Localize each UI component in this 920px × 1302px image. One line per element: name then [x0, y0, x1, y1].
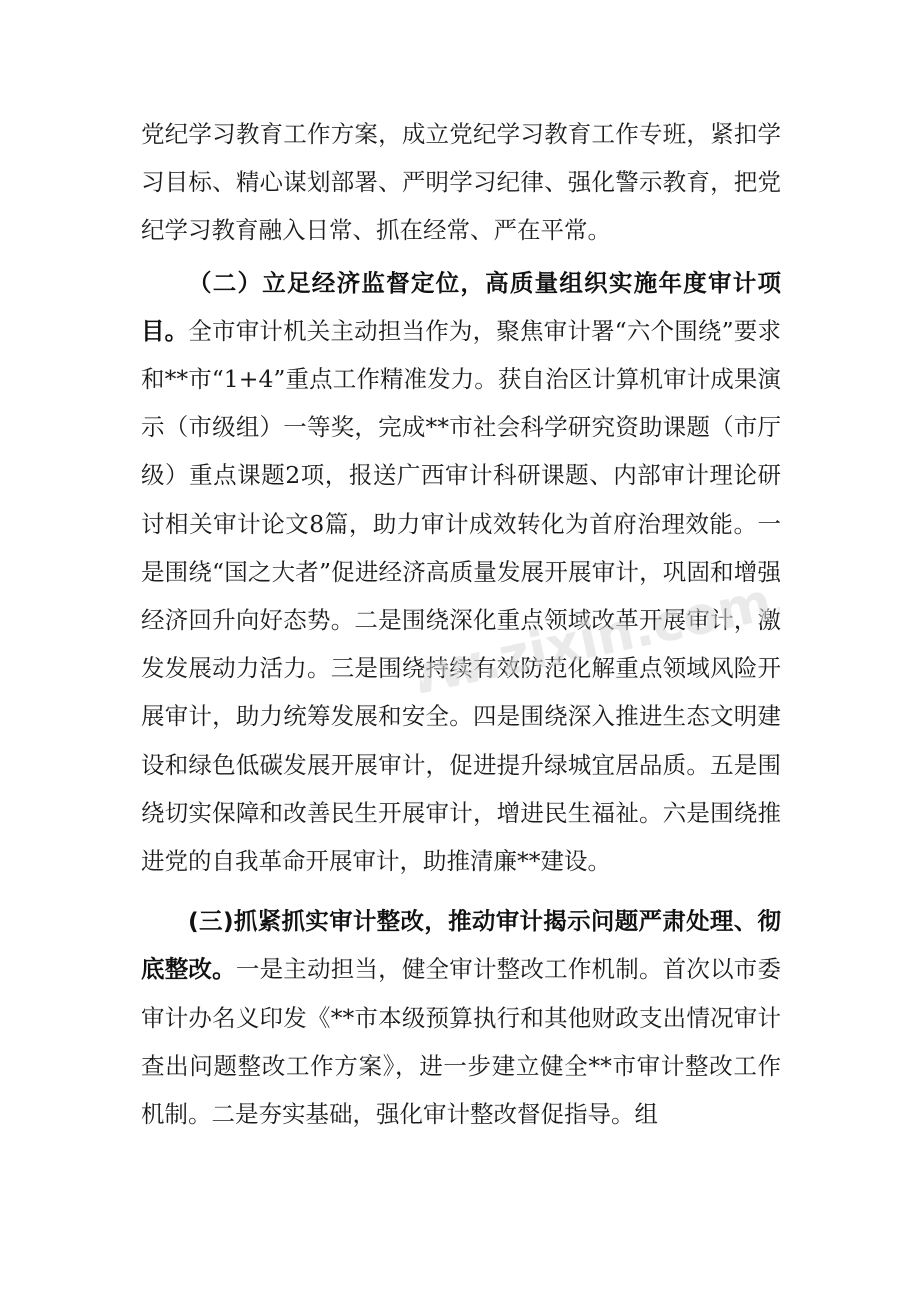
paragraph-1-body: 党纪学习教育工作方案，成立党纪学习教育工作专班，紧扣学习目标、精心谋划部署、严明学习纪律、强化警示教育，把党纪学习教育融入日常、抓在经常、严在平常。 — [141, 120, 781, 245]
paragraph-1 — [141, 110, 781, 255]
paragraph-3 — [141, 897, 781, 1138]
document-body — [141, 110, 781, 1138]
paragraph-3-heading: (三)抓紧抓实审计整改，推动审计揭示问题严肃处理、彻底整改。 — [141, 907, 781, 984]
paragraph-3-body: 一是主动担当，健全审计整改工作机制。首次以市委审计办名义印发《**市本级预算执行和其他财政支出情况审计查出问题整改工作方案》，进一步建立健全**市审计整改工作机制。二是夯实基础，强化审计整改督促指导。组 — [141, 955, 782, 1129]
watermark-text: www.zixin.com.cn — [420, 560, 780, 720]
paragraph-2 — [141, 259, 781, 886]
paragraph-2-heading: （二）立足经济监督定位，高质量组织实施年度审计项目。 — [141, 268, 781, 345]
paragraph-2-body: 全市审计机关主动担当作为，聚焦审计署“六个围绕”要求和**市“1+4”重点工作精准发力。获自治区计算机审计成果演示（市级组）一等奖，完成**市社会科学研究资助课题（市厅级）重点课题2项，报送广西审计科研课题、内部审计理论研讨相关审计论文8篇，助力审计成效转化为首府治理效能。一是围绕“国之大者”促进经济高质量发展开展审计，巩固和增强经济回升向好态势。二是围绕深化重点领域改革开展审计，激发发展动力活力。三是围绕持续有效防范化解重点领域风险开展审计，助力统筹发展和安全。四是围绕深入推进生态文明建设和绿色低碳发展开展审计，促进提升绿城宜居品质。五是围绕切实保障和改善民生开展审计，增进民生福祉。六是围绕推进党的自我革命开展审计，助推清廉**建设。 — [141, 316, 782, 876]
